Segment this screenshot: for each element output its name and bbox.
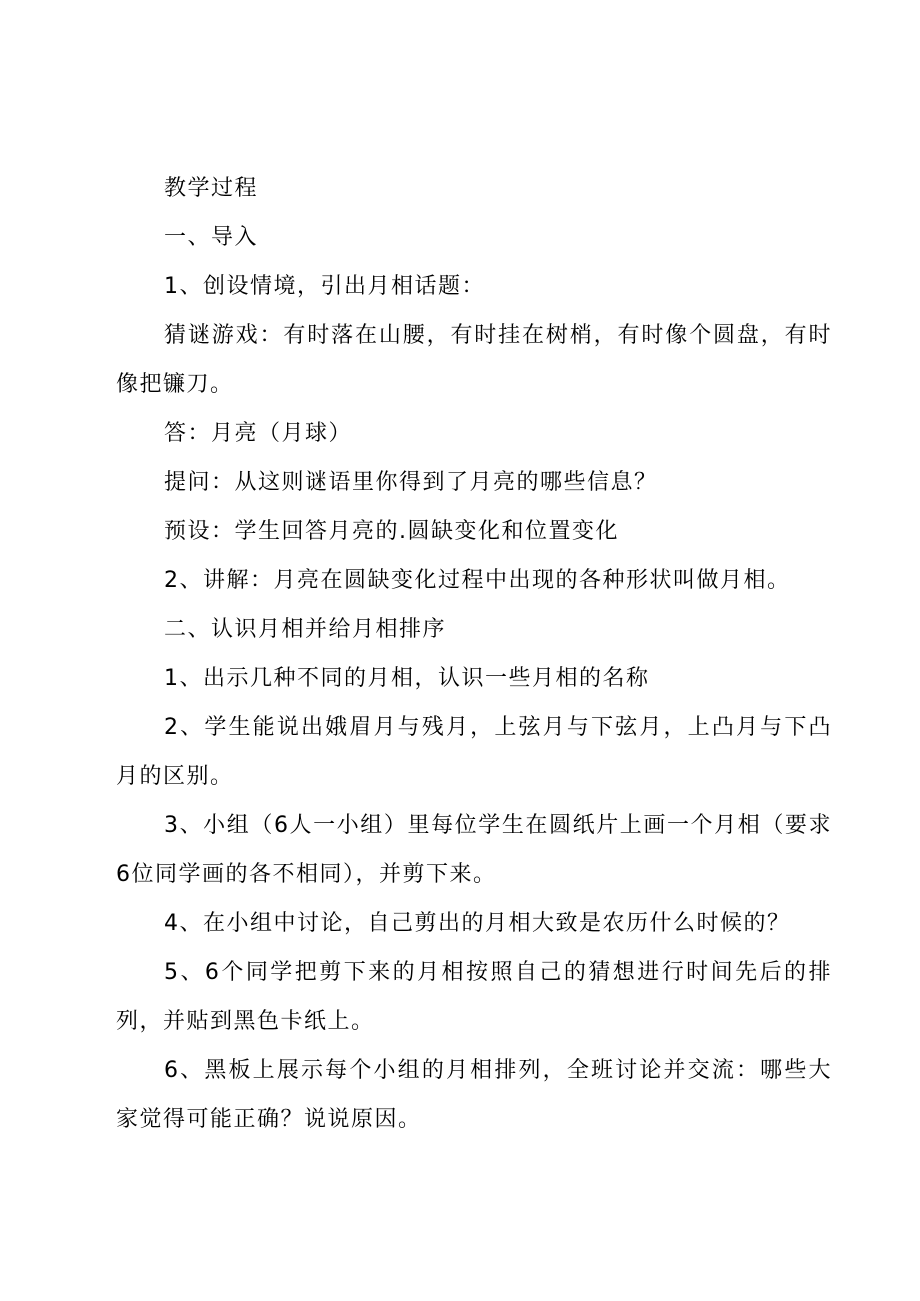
section-heading-teaching-process: 教学过程 [164, 176, 259, 201]
paragraph: 猜谜游戏：有时落在山腰，有时挂在树梢，有时像个圆盘，有时像把镰刀。 [116, 323, 832, 397]
paragraph: 2、学生能说出娥眉月与残月，上弦月与下弦月，上凸月与下凸月的区别。 [116, 715, 832, 789]
section-heading-introduction: 一、导入 [164, 225, 259, 250]
paragraph: 提问：从这则谜语里你得到了月亮的哪些信息？ [164, 470, 658, 495]
paragraph: 1、创设情境，引出月相话题： [164, 274, 485, 299]
paragraph: 6、黑板上展示每个小组的月相排列，全班讨论并交流：哪些大家觉得可能正确？说说原因。 [116, 1058, 832, 1132]
paragraph: 2、讲解：月亮在圆缺变化过程中出现的各种形状叫做月相。 [164, 568, 791, 593]
paragraph: 4、在小组中讨论，自己剪出的月相大致是农历什么时候的？ [164, 911, 791, 936]
paragraph: 3、小组（6人一小组）里每位学生在圆纸片上画一个月相（要求6位同学画的各不相同），并剪下来。 [116, 813, 832, 887]
paragraph: 预设：学生回答月亮的.圆缺变化和位置变化 [164, 519, 619, 544]
document-body [116, 164, 832, 1144]
paragraph: 5、6个同学把剪下来的月相按照自己的猜想进行时间先后的排列，并贴到黑色卡纸上。 [116, 960, 832, 1034]
section-heading-moon-phases: 二、认识月相并给月相排序 [164, 617, 447, 642]
paragraph: 1、出示几种不同的月相，认识一些月相的名称 [164, 666, 650, 691]
paragraph: 答：月亮（月球） [164, 421, 353, 446]
